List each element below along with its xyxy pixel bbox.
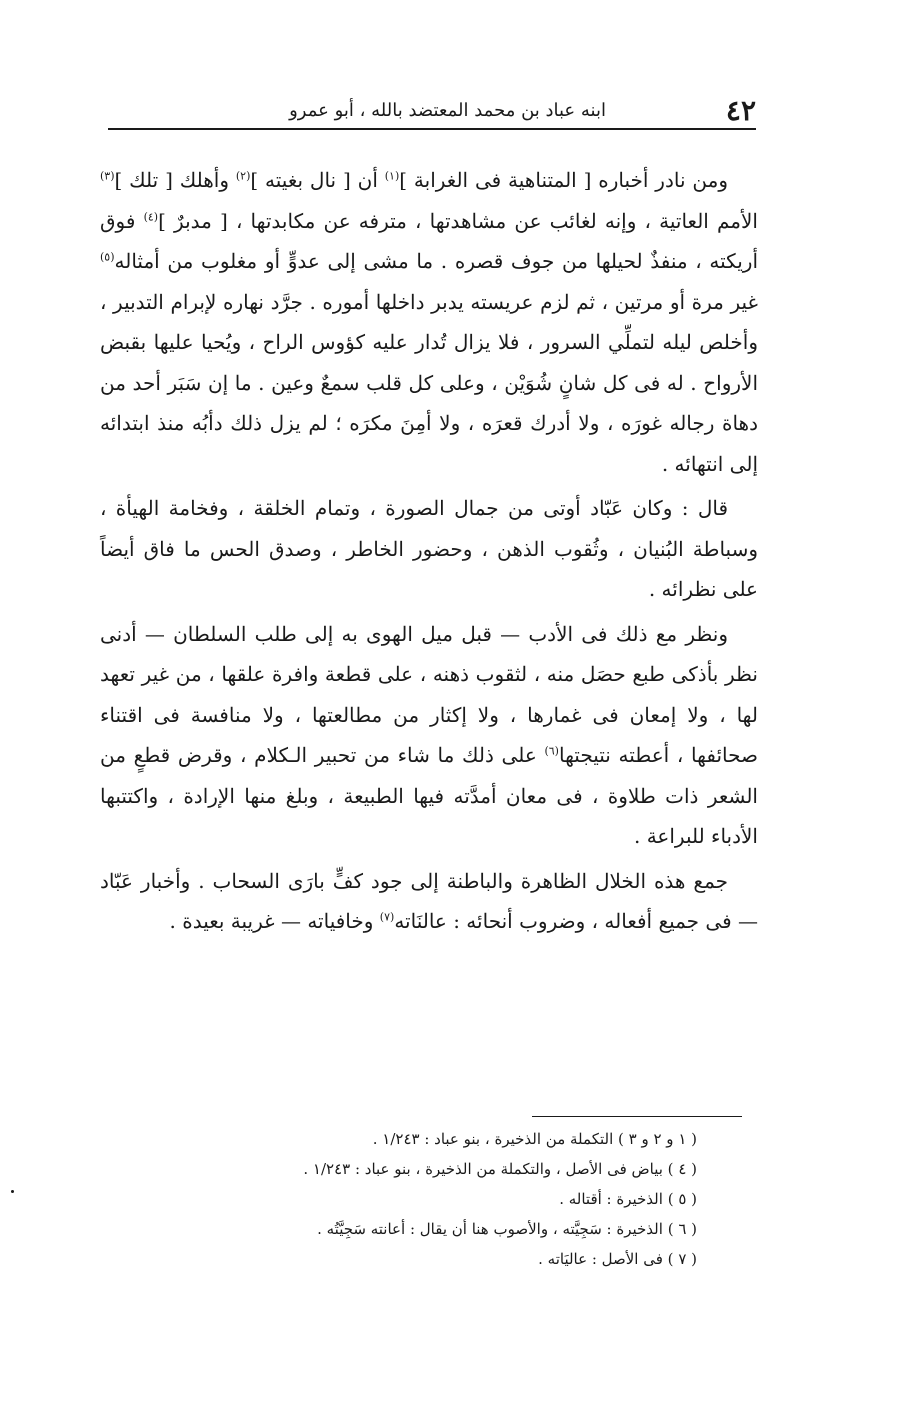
footnote-ref-7: (٧) (379, 910, 395, 924)
footnote-1-3: ( ١ و ٢ و ٣ ) التكملة من الذخيرة ، بنو عباد : ١/٢٤٣ . (372, 1130, 697, 1148)
page-number: ٤٢ (725, 94, 756, 127)
footnote-5: ( ٥ ) الذخيرة : أقتاله . (559, 1190, 697, 1208)
footnote-rule (532, 1116, 742, 1117)
paragraph-3: ونظر مع ذلك فى الأدب — قبل ميل الهوى به إلى طلب السلطان — أدنى نظر بأذكى طبع حصَل منه ، لثقوب ذهنه ، على قطعة وافرة علقها ، من غير تعهد لها ، ولا إمعان فى غمارها ، ولا إكثار من مطالعتها ، ولا منافسة فى اقتناء صحائفها ، أعطته نتيجتها$^{(٦)}$ على ذلك ما شاء من تحبير الـكلام ، وقرض قطعٍ من الشعر ذات طلاوة ، فى معان أمدَّته فيها الطبيعة ، وبلغ منها الإرادة ، واكتتبها الأدباء للبراعة . (100, 621, 758, 848)
footnote-ref-3: (٣) (100, 169, 115, 183)
running-title: ابنه عباد بن محمد المعتضد بالله ، أبو عمرو (289, 100, 606, 121)
footnote-ref-6: (٦) (544, 744, 559, 758)
paragraph-2: قال : وكان عَبّاد أوتى من جمال الصورة ، وتمام الخلقة ، وفخامة الهيأة ، وسباطة البُنيان ، وثُقوب الذهن ، وحضور الخاطر ، وصدق الحس ما فاق أيضاً على نظرائه . (100, 496, 758, 601)
footnotes (177, 1124, 697, 1274)
margin-speck (11, 1190, 14, 1193)
paragraph-4: جمع هذه الخلال الظاهرة والباطنة إلى جود كفٍّ بارَى السحاب . وأخبار عَبّاد — فى جميع أفعاله ، وضروب أنحائه : عالنَاته$^{(٧)}$ وخافياته — غريبة بعيدة . (100, 868, 758, 933)
paragraph-1: ومن نادر أخباره [ المتناهية فى الغرابة ]$^{(١)}$ أن [ نال بغيته ]$^{(٢)}$ وأهلك [ تلك ]$^{(٣)}$ الأمم العاتية ، وإنه لغائب عن مشاهدتها ، مترفه عن مكابدتها ، [ مدبرٌ ]$^{(٤)}$ فوق أريكته ، منفذٌ لحيلها من جوف قصره . ما مشى إلى عدوٍّ أو مغلوب من أمثاله$^{(٥)}$ غير مرة أو مرتين ، ثم لزم عريسته يدبر داخلها أموره . جرَّد نهاره لإبرام التدبير ، وأخلص ليله لتملِّي السرور ، فلا يزال تُدار عليه كؤوس الراح ، ويُحيا عليها بقبض الأرواح . له فى كل شانٍ شُوَيْن ، وعلى كل قلب سمعٌ وعين . ما إن سَبَر أحد من دهاة رجاله غورَه ، ولا أدرك قعرَه ، ولا أمِنَ مكرَه ؛ لم يزل ذلك دأبُه منذ ابتدائه إلى انتهائه . (100, 168, 759, 476)
footnote-6: ( ٦ ) الذخيرة : سَجِيَّته ، والأصوب هنا أن يقال : أعانته سَجِيَّتُه . (317, 1220, 697, 1238)
footnote-ref-2: (٢) (235, 169, 251, 183)
footnote-4: ( ٤ ) بياض فى الأصل ، والتكملة من الذخيرة ، بنو عباد : ١/٢٤٣ . (303, 1160, 697, 1178)
footnote-ref-5: (٥) (100, 250, 115, 264)
main-text (100, 160, 758, 942)
footnote-ref-4: (٤) (143, 209, 159, 223)
footnote-ref-1: (١) (384, 169, 400, 183)
footnote-7: ( ٧ ) فى الأصل : عاليَاته . (538, 1250, 697, 1268)
header-rule (108, 128, 756, 130)
page-header (108, 96, 756, 126)
